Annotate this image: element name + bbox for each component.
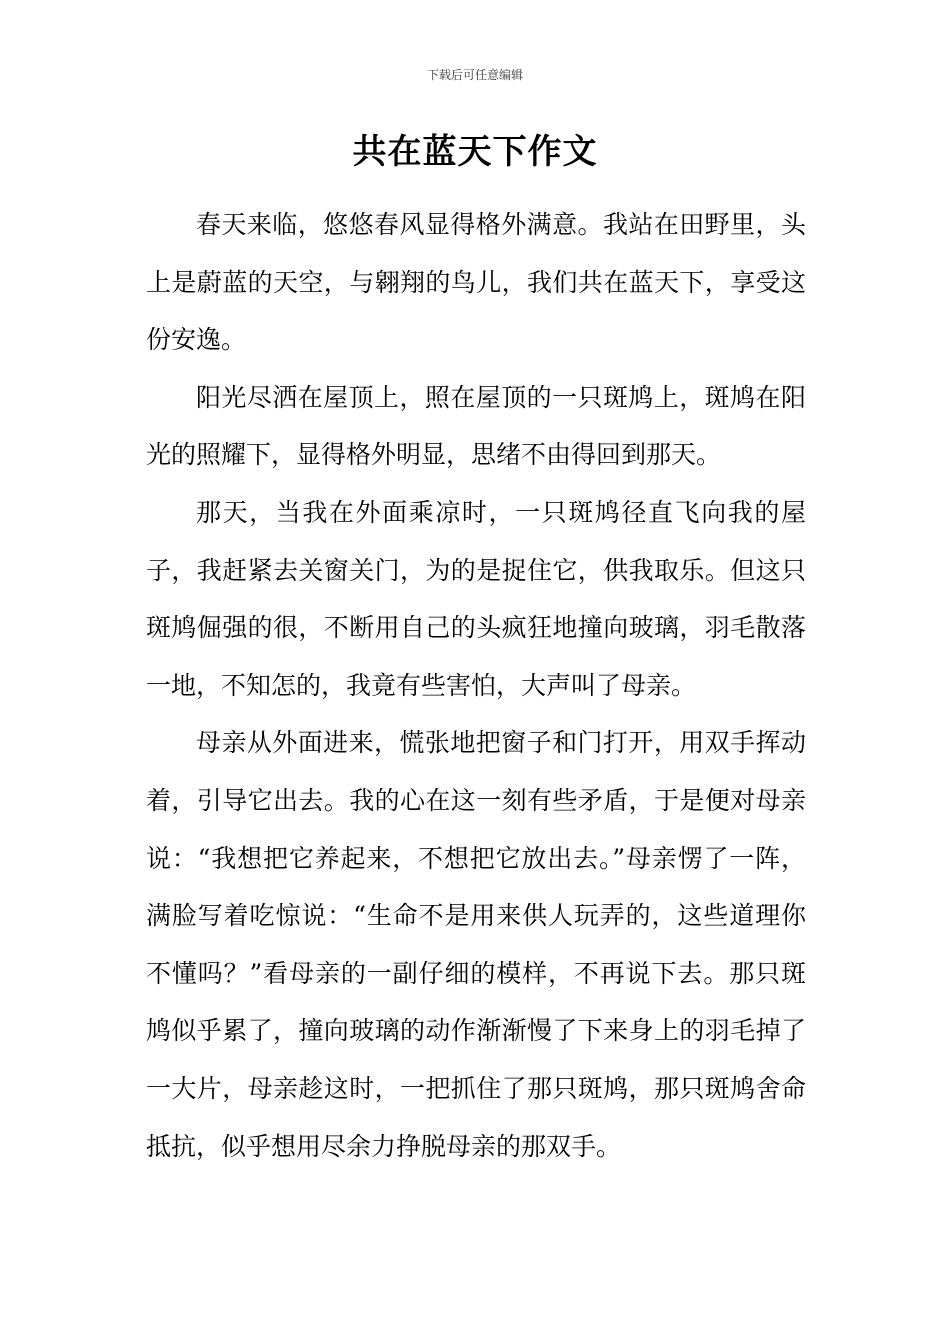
header-note: 下载后可任意编辑 (426, 68, 523, 82)
document-body (146, 196, 806, 1175)
paragraph: 那天，当我在外面乘凉时，一只斑鸠径直飞向我的屋子，我赶紧去关窗关门，为的是捉住它，供我取乐。但这只斑鸠倔强的很，不断用自己的头疯狂地撞向玻璃，羽毛散落一地，不知怎的，我竟有些害怕，大声叫了母亲。 (146, 497, 806, 700)
paragraph: 春天来临，悠悠春风显得格外满意。我站在田野里，头上是蔚蓝的天空，与翱翔的鸟儿，我们共在蓝天下，享受这份安逸。 (146, 210, 806, 355)
paragraph: 母亲从外面进来，慌张地把窗子和门打开，用双手挥动着，引导它出去。我的心在这一刻有些矛盾，于是便对母亲说：“我想把它养起来，不想把它放出去。”母亲愣了一阵，满脸写着吃惊说：“生命不是用来供人玩弄的，这些道理你不懂吗？”看母亲的一副仔细的模样，不再说下去。那只斑鸠似乎累了，撞向玻璃的动作渐渐慢了下来身上的羽毛掉了一大片，母亲趁这时，一把抓住了那只斑鸠，那只斑鸠舍命抵抗，似乎想用尽余力挣脱母亲的那双手。 (146, 728, 806, 1161)
paragraph: 阳光尽洒在屋顶上，照在屋顶的一只斑鸠上，斑鸠在阳光的照耀下，显得格外明显，思绪不由得回到那天。 (146, 382, 806, 470)
document-title: 共在蓝天下作文 (352, 132, 598, 172)
